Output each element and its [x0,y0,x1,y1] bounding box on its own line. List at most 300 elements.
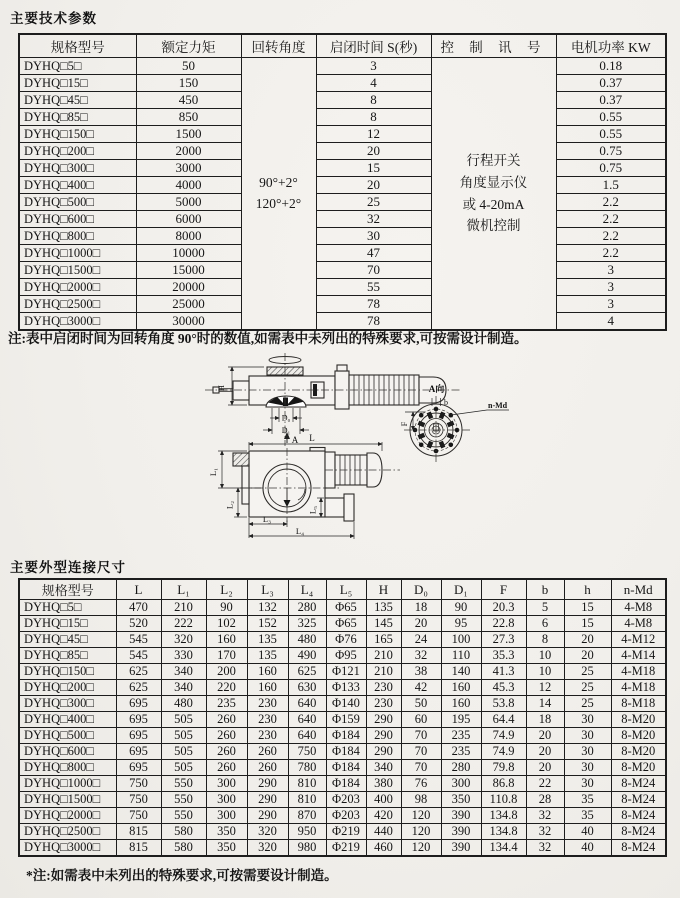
dims-table [18,578,667,857]
L5-cell: Φ159 [326,712,366,728]
D0-cell: 18 [401,600,441,616]
L1-cell: 505 [161,760,206,776]
dims-col-b: b [526,579,564,600]
model-cell: DYHQ□3000□ [19,313,136,331]
D0-cell: 120 [401,808,441,824]
L-cell: 695 [116,760,161,776]
params-header-row [19,34,666,58]
b-cell: 20 [526,760,564,776]
D1-cell: 110 [441,648,481,664]
power-cell: 0.55 [556,126,666,143]
D1-cell: 90 [441,600,481,616]
torque-cell: 450 [136,92,241,109]
model-cell: DYHQ□500□ [19,728,116,744]
bottom-pipe [325,498,344,517]
L2-cell: 170 [206,648,247,664]
model-cell: DYHQ□45□ [19,632,116,648]
torque-cell: 3000 [136,160,241,177]
power-cell: 2.2 [556,194,666,211]
label-D0: D₀ [281,413,291,423]
control-signal-line: 角度显示仪 [459,174,528,190]
section-title-params: 主要技术参数 [10,11,97,26]
params-row [19,245,666,262]
b-cell: 10 [526,648,564,664]
b-cell: 6 [526,616,564,632]
model-cell: DYHQ□800□ [19,228,136,245]
D0-cell: 98 [401,792,441,808]
control-signal-cell [431,58,556,331]
L4-cell: 640 [288,712,326,728]
params-row [19,228,666,245]
torque-cell: 20000 [136,279,241,296]
dims-col-L: L [116,579,161,600]
L2-cell: 102 [206,616,247,632]
plan-tab [233,453,249,466]
rotation-angle-cell [241,58,316,331]
model-cell: DYHQ□1000□ [19,776,116,792]
model-cell: DYHQ□2000□ [19,808,116,824]
D1-cell: 280 [441,760,481,776]
dims-row [19,728,666,744]
D1-cell: 100 [441,632,481,648]
label-D1: D₁ [281,426,291,435]
col-header-model: 规格型号 [19,34,136,58]
L2-cell: 350 [206,840,247,857]
model-cell: DYHQ□600□ [19,211,136,228]
model-cell: DYHQ□2500□ [19,824,116,840]
model-cell: DYHQ□85□ [19,109,136,126]
b-cell: 12 [526,680,564,696]
L1-cell: 505 [161,744,206,760]
H-cell: 210 [366,648,401,664]
dims-col-L4: L₄ [288,579,326,600]
L1-cell: 340 [161,664,206,680]
h-cell: 30 [564,712,611,728]
L4-cell: 490 [288,648,326,664]
L4-cell: 640 [288,728,326,744]
h-cell: 30 [564,744,611,760]
params-tbody [19,58,666,331]
D0-cell: 24 [401,632,441,648]
model-cell: DYHQ□150□ [19,126,136,143]
L-cell: 625 [116,680,161,696]
F-cell: 134.8 [481,808,526,824]
L-cell: 695 [116,696,161,712]
model-cell: DYHQ□200□ [19,143,136,160]
D1-cell: 235 [441,744,481,760]
dims-col-L5: L₅ [326,579,366,600]
model-cell: DYHQ□300□ [19,696,116,712]
dims-row [19,792,666,808]
H-cell: 230 [366,680,401,696]
F-cell: 20.3 [481,600,526,616]
col-header-power: 电机功率 KW [556,34,666,58]
L2-cell: 260 [206,728,247,744]
h-cell: 20 [564,648,611,664]
n-md-cell: 8-M24 [611,808,666,824]
model-cell: DYHQ□800□ [19,760,116,776]
power-cell: 0.37 [556,92,666,109]
L5-cell: Φ65 [326,616,366,632]
n-md-cell: 4-M8 [611,600,666,616]
D0-cell: 60 [401,712,441,728]
params-row [19,75,666,92]
time-cell: 4 [316,75,431,92]
n-md-cell: 8-M18 [611,696,666,712]
H-cell: 210 [366,664,401,680]
D1-cell: 195 [441,712,481,728]
power-cell: 4 [556,313,666,331]
torque-cell: 4000 [136,177,241,194]
dims-row [19,840,666,857]
model-cell: DYHQ□600□ [19,744,116,760]
L-cell: 750 [116,808,161,824]
L3-cell: 132 [247,600,288,616]
F-cell: 41.3 [481,664,526,680]
model-cell: DYHQ□150□ [19,664,116,680]
params-row [19,126,666,143]
L-cell: 545 [116,632,161,648]
time-cell: 3 [316,58,431,75]
label-A: A [291,435,299,445]
model-cell: DYHQ□5□ [19,58,136,75]
model-cell: DYHQ□400□ [19,712,116,728]
L2-cell: 90 [206,600,247,616]
model-cell: DYHQ□3000□ [19,840,116,857]
time-cell: 78 [316,296,431,313]
torque-cell: 150 [136,75,241,92]
H-cell: 420 [366,808,401,824]
H-cell: 340 [366,760,401,776]
b-cell: 14 [526,696,564,712]
dims-row [19,824,666,840]
label-H: H [216,384,226,392]
b-cell: 22 [526,776,564,792]
L5-cell: Φ219 [326,824,366,840]
dims-row [19,600,666,616]
L1-cell: 505 [161,728,206,744]
model-cell: DYHQ□200□ [19,680,116,696]
L2-cell: 235 [206,696,247,712]
L3-cell: 320 [247,840,288,857]
n-md-cell: 8-M24 [611,792,666,808]
power-cell: 2.2 [556,228,666,245]
D1-cell: 390 [441,808,481,824]
time-cell: 30 [316,228,431,245]
L4-cell: 980 [288,840,326,857]
label-L1: L₁ [208,467,218,477]
label-L3: L₃ [262,514,272,524]
n-md-cell: 8-M24 [611,776,666,792]
power-cell: 0.37 [556,75,666,92]
D1-cell: 235 [441,728,481,744]
L2-cell: 350 [206,824,247,840]
params-row [19,194,666,211]
plan-strip [242,466,249,504]
F-cell: 53.8 [481,696,526,712]
F-cell: 35.3 [481,648,526,664]
L5-cell: Φ76 [326,632,366,648]
torque-cell: 850 [136,109,241,126]
h-cell: 20 [564,632,611,648]
label-L5: L₅ [307,505,318,515]
n-md-cell: 8-M20 [611,744,666,760]
dims-row [19,696,666,712]
time-cell: 47 [316,245,431,262]
h-cell: 25 [564,680,611,696]
H-cell: 440 [366,824,401,840]
torque-cell: 50 [136,58,241,75]
L3-cell: 260 [247,744,288,760]
H-cell: 290 [366,728,401,744]
n-md-cell: 8-M24 [611,824,666,840]
label-F: F [399,421,409,427]
L-cell: 470 [116,600,161,616]
time-cell: 15 [316,160,431,177]
L5-cell: Φ121 [326,664,366,680]
F-cell: 74.9 [481,744,526,760]
L5-cell: Φ184 [326,760,366,776]
b-cell: 5 [526,600,564,616]
power-cell: 1.5 [556,177,666,194]
H-cell: 380 [366,776,401,792]
h-cell: 15 [564,616,611,632]
L1-cell: 505 [161,712,206,728]
dims-row [19,616,666,632]
h-cell: 35 [564,808,611,824]
control-signal-line: 或 4-20mA [462,196,525,212]
D0-cell: 70 [401,760,441,776]
dims-row [19,776,666,792]
b-cell: 10 [526,664,564,680]
L4-cell: 750 [288,744,326,760]
dims-col-L3: L₃ [247,579,288,600]
params-row [19,279,666,296]
torque-cell: 5000 [136,194,241,211]
L4-cell: 870 [288,808,326,824]
top-view [213,357,446,410]
power-cell: 0.75 [556,160,666,177]
D0-cell: 38 [401,664,441,680]
n-md-cell: 8-M20 [611,760,666,776]
L3-cell: 230 [247,712,288,728]
plan-step [310,448,325,452]
L3-cell: 290 [247,808,288,824]
flange-notch [337,365,347,371]
L4-cell: 780 [288,760,326,776]
L-cell: 750 [116,776,161,792]
L4-cell: 630 [288,680,326,696]
label-n-md: n-Md [488,401,508,410]
F-cell: 27.3 [481,632,526,648]
L1-cell: 580 [161,840,206,857]
L-cell: 520 [116,616,161,632]
D1-cell: 390 [441,840,481,857]
D1-cell: 140 [441,664,481,680]
L2-cell: 260 [206,712,247,728]
torque-cell: 30000 [136,313,241,331]
h-cell: 25 [564,664,611,680]
L4-cell: 950 [288,824,326,840]
dims-col-D0: D₀ [401,579,441,600]
L1-cell: 330 [161,648,206,664]
L-cell: 750 [116,792,161,808]
power-cell: 2.2 [556,245,666,262]
dims-col-D1: D₁ [441,579,481,600]
model-cell: DYHQ□300□ [19,160,136,177]
L5-cell: Φ219 [326,840,366,857]
h-cell: 15 [564,600,611,616]
H-cell: 145 [366,616,401,632]
params-row [19,211,666,228]
L3-cell: 320 [247,824,288,840]
H-cell: 400 [366,792,401,808]
D1-cell: 160 [441,696,481,712]
dims-col-model: 规格型号 [19,579,116,600]
params-row [19,58,666,75]
model-cell: DYHQ□5□ [19,600,116,616]
torque-cell: 25000 [136,296,241,313]
L3-cell: 230 [247,728,288,744]
time-cell: 70 [316,262,431,279]
label-view-a: A向 [428,384,445,394]
D0-cell: 70 [401,728,441,744]
left-end-block [233,381,249,400]
power-cell: 0.75 [556,143,666,160]
L2-cell: 260 [206,744,247,760]
L2-cell: 200 [206,664,247,680]
h-cell: 30 [564,760,611,776]
F-cell: 45.3 [481,680,526,696]
h-cell: 35 [564,792,611,808]
rotation-angle-line: 90°+2° [259,175,298,191]
D1-cell: 160 [441,680,481,696]
H-cell: 290 [366,712,401,728]
D0-cell: 42 [401,680,441,696]
power-cell: 0.18 [556,58,666,75]
L2-cell: 300 [206,808,247,824]
L1-cell: 210 [161,600,206,616]
H-cell: 290 [366,744,401,760]
model-cell: DYHQ□500□ [19,194,136,211]
L4-cell: 280 [288,600,326,616]
n-md-cell: 4-M14 [611,648,666,664]
time-cell: 32 [316,211,431,228]
params-row [19,109,666,126]
col-header-time: 启闭时间 S(秒) [316,34,431,58]
D0-cell: 70 [401,744,441,760]
L2-cell: 300 [206,792,247,808]
h-cell: 40 [564,840,611,857]
F-cell: 79.8 [481,760,526,776]
params-table [18,33,667,331]
time-cell: 8 [316,92,431,109]
L3-cell: 290 [247,792,288,808]
params-row [19,160,666,177]
L-cell: 815 [116,824,161,840]
time-cell: 20 [316,143,431,160]
b-cell: 20 [526,728,564,744]
L5-cell: Φ184 [326,744,366,760]
model-cell: DYHQ□1500□ [19,792,116,808]
params-note: 注:表中启闭时间为回转角度 90°时的数值,如需表中未列出的特殊要求,可按需设计制造。 [8,331,528,346]
L3-cell: 260 [247,760,288,776]
n-md-cell: 8-M24 [611,840,666,857]
label-L4: L₄ [295,526,305,536]
model-cell: DYHQ□400□ [19,177,136,194]
L3-cell: 230 [247,696,288,712]
dims-row [19,712,666,728]
L1-cell: 222 [161,616,206,632]
dims-row [19,632,666,648]
dims-row [19,648,666,664]
section-title-dims: 主要外型连接尺寸 [10,560,126,575]
b-cell: 28 [526,792,564,808]
n-md-cell: 8-M20 [611,728,666,744]
H-cell: 165 [366,632,401,648]
torque-cell: 8000 [136,228,241,245]
time-cell: 78 [316,313,431,331]
L3-cell: 135 [247,648,288,664]
b-cell: 20 [526,744,564,760]
F-cell: 110.8 [481,792,526,808]
H-cell: 135 [366,600,401,616]
n-md-cell: 4-M8 [611,616,666,632]
dims-col-n-md: n-Md [611,579,666,600]
L5-cell: Φ203 [326,792,366,808]
L1-cell: 550 [161,776,206,792]
H-cell: 460 [366,840,401,857]
label-L: L [309,433,315,443]
rotation-angle-line: 120°+2° [255,195,302,211]
D1-cell: 350 [441,792,481,808]
L1-cell: 580 [161,824,206,840]
torque-cell: 15000 [136,262,241,279]
H-cell: 230 [366,696,401,712]
h-cell: 30 [564,728,611,744]
L5-cell: Φ203 [326,808,366,824]
L4-cell: 480 [288,632,326,648]
model-cell: DYHQ□1000□ [19,245,136,262]
power-cell: 2.2 [556,211,666,228]
F-cell: 134.8 [481,824,526,840]
D0-cell: 32 [401,648,441,664]
F-cell: 74.9 [481,728,526,744]
label-L2: L₂ [224,500,235,510]
params-row [19,296,666,313]
time-cell: 25 [316,194,431,211]
L5-cell: Φ133 [326,680,366,696]
L-cell: 695 [116,712,161,728]
L4-cell: 810 [288,776,326,792]
F-cell: 22.8 [481,616,526,632]
b-cell: 32 [526,808,564,824]
D0-cell: 50 [401,696,441,712]
model-cell: DYHQ□15□ [19,616,116,632]
model-cell: DYHQ□45□ [19,92,136,109]
time-cell: 55 [316,279,431,296]
dims-row [19,760,666,776]
n-md-cell: 4-M18 [611,664,666,680]
L1-cell: 550 [161,792,206,808]
dims-row [19,680,666,696]
dims-row [19,808,666,824]
L2-cell: 220 [206,680,247,696]
D0-cell: 120 [401,824,441,840]
torque-cell: 2000 [136,143,241,160]
b-cell: 32 [526,840,564,857]
L-cell: 695 [116,744,161,760]
